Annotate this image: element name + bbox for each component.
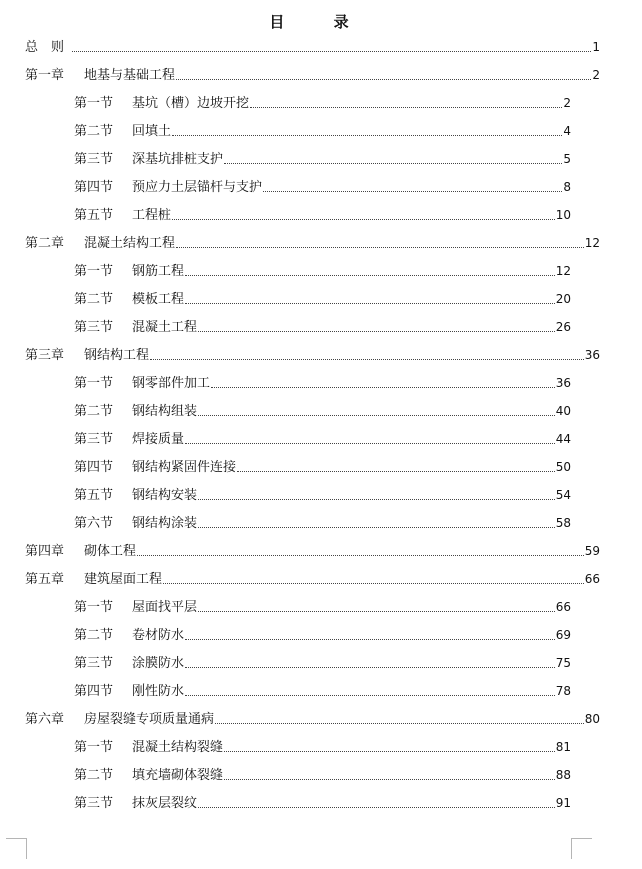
toc-chapter-entry[interactable] bbox=[25, 61, 600, 83]
toc-entry-number: 第三节 bbox=[74, 796, 114, 811]
toc-entry-title: 刚性防水 bbox=[132, 684, 185, 699]
toc-entry-title: 涂膜防水 bbox=[132, 656, 185, 671]
toc-page-number: 26 bbox=[555, 320, 571, 334]
toc-entry-number: 第三节 bbox=[74, 432, 114, 447]
toc-dot-leader bbox=[172, 218, 555, 220]
toc-page-number: 81 bbox=[555, 740, 571, 754]
toc-entry-number: 第三节 bbox=[74, 320, 114, 335]
toc-section-entry[interactable] bbox=[74, 649, 571, 671]
toc-entry-title: 建筑屋面工程 bbox=[84, 572, 163, 587]
toc-page-number: 8 bbox=[563, 180, 571, 194]
toc-dot-leader bbox=[250, 106, 562, 108]
toc-page-number: 78 bbox=[555, 684, 571, 698]
toc-page-number: 88 bbox=[555, 768, 571, 782]
toc-entry-number: 第二节 bbox=[74, 292, 114, 307]
toc-section-entry[interactable] bbox=[74, 677, 571, 699]
toc-page-number: 12 bbox=[555, 264, 571, 278]
toc-page-number: 69 bbox=[555, 628, 571, 642]
toc-page-number: 58 bbox=[555, 516, 571, 530]
toc-entry-number: 第二节 bbox=[74, 768, 114, 783]
toc-dot-leader bbox=[185, 638, 555, 640]
toc-dot-leader bbox=[72, 50, 591, 52]
toc-entry-number: 第四节 bbox=[74, 460, 114, 475]
toc-entry-number: 第五节 bbox=[74, 488, 114, 503]
toc-entry-title: 钢结构紧固件连接 bbox=[132, 460, 237, 475]
toc-page-number: 91 bbox=[555, 796, 571, 810]
toc-entry-number: 总则 bbox=[25, 40, 78, 55]
toc-dot-leader bbox=[176, 78, 591, 80]
toc-entry-number: 第四节 bbox=[74, 684, 114, 699]
toc-section-entry[interactable] bbox=[74, 453, 571, 475]
toc-page-number: 2 bbox=[592, 68, 600, 82]
toc-entry-number: 第三节 bbox=[74, 656, 114, 671]
toc-entry-number: 第二节 bbox=[74, 124, 114, 139]
toc-entry-number: 第六节 bbox=[74, 516, 114, 531]
toc-page-number: 36 bbox=[555, 376, 571, 390]
toc-section-entry[interactable] bbox=[74, 89, 571, 111]
toc-entry-number: 第一节 bbox=[74, 264, 114, 279]
toc-section-entry[interactable] bbox=[74, 369, 571, 391]
toc-entry-number: 第六章 bbox=[25, 712, 65, 727]
toc-dot-leader bbox=[198, 806, 555, 808]
toc-entry-number: 第三节 bbox=[74, 152, 114, 167]
toc-page-number: 10 bbox=[555, 208, 571, 222]
toc-section-entry[interactable] bbox=[74, 425, 571, 447]
toc-chapter-entry[interactable] bbox=[25, 537, 600, 559]
toc-entry-number: 第五章 bbox=[25, 572, 65, 587]
toc-entry-number: 第二节 bbox=[74, 628, 114, 643]
toc-section-entry[interactable] bbox=[74, 285, 571, 307]
toc-page-number: 66 bbox=[584, 572, 600, 586]
toc-entry-number: 第二章 bbox=[25, 236, 65, 251]
toc-page-number: 12 bbox=[584, 236, 600, 250]
toc-section-entry[interactable] bbox=[74, 761, 571, 783]
toc-entry-title: 模板工程 bbox=[132, 292, 185, 307]
toc-entry-number: 第一节 bbox=[74, 740, 114, 755]
page-corner-mark-left bbox=[6, 838, 27, 859]
toc-dot-leader bbox=[185, 302, 555, 304]
toc-dot-leader bbox=[172, 134, 562, 136]
toc-title: 目 录 bbox=[269, 13, 371, 31]
toc-dot-leader bbox=[163, 582, 584, 584]
toc-entry-number: 第四章 bbox=[25, 544, 65, 559]
toc-dot-leader bbox=[237, 470, 555, 472]
toc-dot-leader bbox=[198, 526, 555, 528]
toc-section-entry[interactable] bbox=[74, 257, 571, 279]
toc-section-entry[interactable] bbox=[74, 117, 571, 139]
toc-entry-title: 混凝土结构工程 bbox=[84, 236, 176, 251]
toc-chapter-entry[interactable] bbox=[25, 705, 600, 727]
toc-page-number: 4 bbox=[563, 124, 571, 138]
toc-dot-leader bbox=[198, 610, 555, 612]
toc-page-number: 36 bbox=[584, 348, 600, 362]
toc-page-number: 2 bbox=[563, 96, 571, 110]
toc-entry-number: 第三章 bbox=[25, 348, 65, 363]
toc-page-number: 54 bbox=[555, 488, 571, 502]
toc-dot-leader bbox=[263, 190, 562, 192]
toc-dot-leader bbox=[215, 722, 584, 724]
toc-chapter-entry[interactable] bbox=[25, 565, 600, 587]
toc-section-entry[interactable] bbox=[74, 145, 571, 167]
toc-section-entry[interactable] bbox=[74, 201, 571, 223]
toc-dot-leader bbox=[211, 386, 555, 388]
page-corner-mark-right bbox=[571, 838, 592, 859]
toc-entry-title: 卷材防水 bbox=[132, 628, 185, 643]
toc-entry-title: 填充墙砌体裂缝 bbox=[132, 768, 224, 783]
toc-chapter-entry[interactable] bbox=[25, 229, 600, 251]
toc-page-number: 20 bbox=[555, 292, 571, 306]
toc-dot-leader bbox=[185, 442, 555, 444]
toc-entry-title: 工程桩 bbox=[132, 208, 172, 223]
toc-entry-title: 钢结构组装 bbox=[132, 404, 198, 419]
toc-section-entry[interactable] bbox=[74, 789, 571, 811]
toc-dot-leader bbox=[198, 414, 555, 416]
toc-dot-leader bbox=[185, 274, 555, 276]
toc-entry-title: 钢结构涂装 bbox=[132, 516, 198, 531]
toc-dot-leader bbox=[137, 554, 584, 556]
toc-page-number: 59 bbox=[584, 544, 600, 558]
toc-dot-leader bbox=[150, 358, 584, 360]
toc-dot-leader bbox=[185, 694, 555, 696]
toc-dot-leader bbox=[224, 162, 562, 164]
toc-dot-leader bbox=[198, 330, 555, 332]
toc-section-entry[interactable] bbox=[74, 621, 571, 643]
toc-entry-number: 第四节 bbox=[74, 180, 114, 195]
toc-entry-title: 回填土 bbox=[132, 124, 172, 139]
toc-entry-title: 砌体工程 bbox=[84, 544, 137, 559]
toc-section-entry[interactable] bbox=[74, 481, 571, 503]
toc-page-number: 50 bbox=[555, 460, 571, 474]
toc-entry-title: 焊接质量 bbox=[132, 432, 185, 447]
toc-entry-number: 第五节 bbox=[74, 208, 114, 223]
toc-entry-title: 房屋裂缝专项质量通病 bbox=[84, 712, 215, 727]
toc-dot-leader bbox=[224, 778, 555, 780]
toc-page-number: 80 bbox=[584, 712, 600, 726]
toc-section-entry[interactable] bbox=[74, 173, 571, 195]
toc-entry-number: 第一节 bbox=[74, 600, 114, 615]
toc-entry-title: 预应力土层锚杆与支护 bbox=[132, 180, 263, 195]
toc-section-entry[interactable] bbox=[74, 509, 571, 531]
toc-dot-leader bbox=[176, 246, 584, 248]
toc-entry-number: 第一节 bbox=[74, 376, 114, 391]
toc-page-number: 75 bbox=[555, 656, 571, 670]
toc-page-number: 40 bbox=[555, 404, 571, 418]
toc-entry-title: 混凝土工程 bbox=[132, 320, 198, 335]
toc-dot-leader bbox=[224, 750, 555, 752]
toc-entry-title: 钢零部件加工 bbox=[132, 376, 211, 391]
toc-page-number: 1 bbox=[592, 40, 600, 54]
toc-section-entry[interactable] bbox=[74, 397, 571, 419]
toc-entry-number: 第二节 bbox=[74, 404, 114, 419]
toc-section-entry[interactable] bbox=[74, 733, 571, 755]
toc-entry-number: 第一章 bbox=[25, 68, 65, 83]
toc-dot-leader bbox=[198, 498, 555, 500]
toc-section-entry[interactable] bbox=[74, 593, 571, 615]
toc-entry-title: 深基坑排桩支护 bbox=[132, 152, 224, 167]
toc-page-number: 44 bbox=[555, 432, 571, 446]
toc-entry-title: 钢结构安装 bbox=[132, 488, 198, 503]
toc-entry-title: 地基与基础工程 bbox=[84, 68, 176, 83]
toc-page-number: 5 bbox=[563, 152, 571, 166]
toc-dot-leader bbox=[185, 666, 555, 668]
toc-page-number: 66 bbox=[555, 600, 571, 614]
toc-entry-title: 屋面找平层 bbox=[132, 600, 198, 615]
toc-entry-title: 基坑（槽）边坡开挖 bbox=[132, 96, 250, 111]
toc-entry-title: 抹灰层裂纹 bbox=[132, 796, 198, 811]
toc-chapter-entry[interactable] bbox=[25, 341, 600, 363]
toc-entry-title: 钢结构工程 bbox=[84, 348, 150, 363]
toc-entry-number: 第一节 bbox=[74, 96, 114, 111]
toc-section-entry[interactable] bbox=[74, 313, 571, 335]
toc-entry-title: 钢筋工程 bbox=[132, 264, 185, 279]
toc-entry-title: 混凝土结构裂缝 bbox=[132, 740, 224, 755]
toc-general-entry[interactable] bbox=[25, 33, 600, 55]
